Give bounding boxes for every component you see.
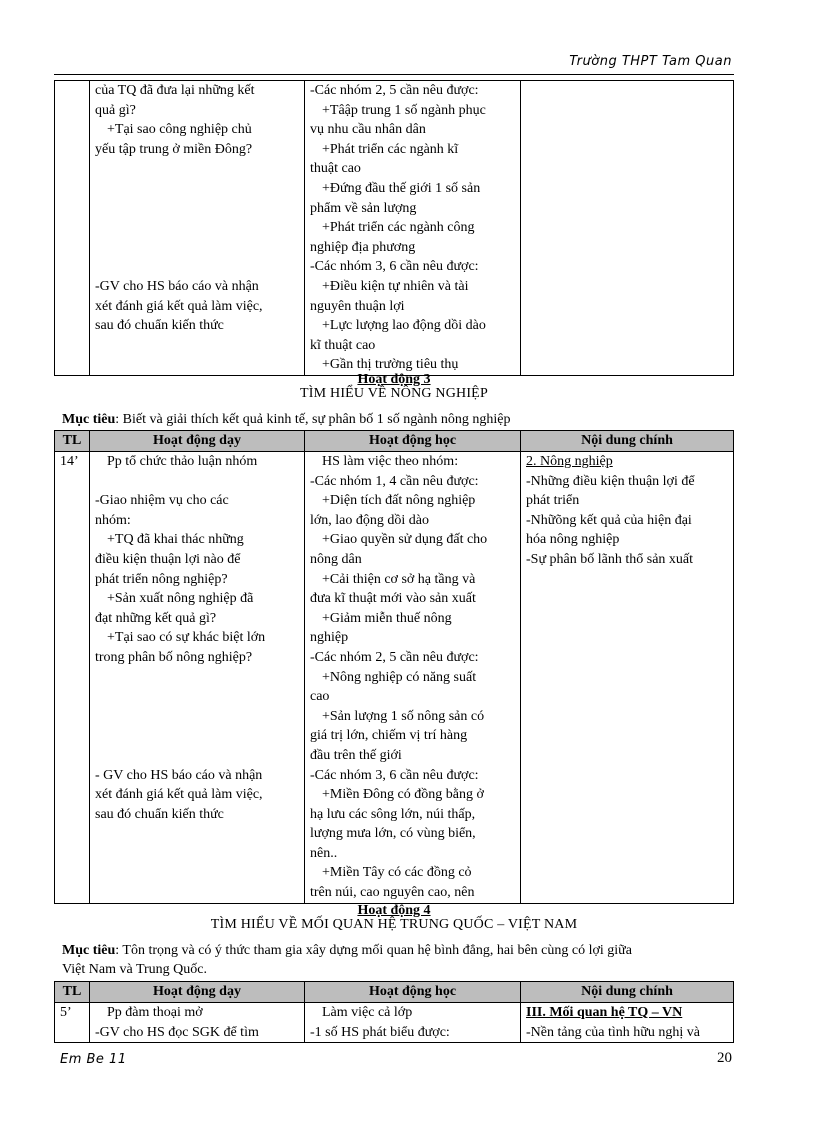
activity4-objective <box>62 941 752 979</box>
col-header-content: Nội dung chính <box>521 982 734 1003</box>
teacher-activity-cell <box>90 81 305 376</box>
cell-text-line <box>95 159 299 179</box>
activity3-table <box>54 430 734 904</box>
cell-text-line: -Những điều kiện thuận lợi để <box>526 473 695 489</box>
main-content-cell <box>521 1003 734 1043</box>
cell-text-line: hạ lưu các sông lớn, núi thấp, <box>310 806 476 822</box>
cell-text-line: +Sản lượng 1 số nông sản có <box>322 708 485 724</box>
main-content-cell <box>521 81 734 376</box>
activity3-heading <box>54 372 734 402</box>
cell-text-line: lượng mưa lớn, có vùng biển, <box>310 826 476 842</box>
cell-text-line: +Phát triển các ngành công <box>322 220 475 236</box>
student-activity-cell <box>305 1003 521 1043</box>
col-header-content: Nội dung chính <box>521 431 734 452</box>
cell-text-line: cao <box>310 689 330 705</box>
cell-text-line: xét đánh giá kết quả làm việc, <box>95 787 263 803</box>
cell-text-line: quả gì? <box>95 102 136 118</box>
activity4-table <box>54 981 734 1043</box>
cell-text-line: +Tại sao có sự khác biệt lớn <box>107 630 266 646</box>
time-cell: 5’ <box>55 1003 90 1043</box>
activity2-table-continued <box>54 80 734 376</box>
objective-text: : Biết và giải thích kết quả kinh tế, sự phân bố 1 số ngành nông nghiệp <box>115 412 511 427</box>
cell-text-line <box>95 726 299 746</box>
col-header-time: TL <box>55 982 90 1003</box>
cell-text-line: +Cải thiện cơ sở hạ tầng và <box>322 571 476 587</box>
table-row <box>55 1003 734 1043</box>
cell-text-line: -Nền tảng của tình hữu nghị và <box>526 1024 700 1040</box>
activity4-subtitle: TÌM HIỂU VỀ MỐI QUAN HỆ TRUNG QUỐC – VIỆT NAM <box>210 917 578 932</box>
cell-text-line: -1 số HS phát biểu được: <box>310 1024 450 1040</box>
cell-text-line: nông dân <box>310 551 362 567</box>
cell-text-line: +Lực lượng lao động dồi dào <box>322 318 486 334</box>
cell-text-line: đầu trên thế giới <box>310 747 402 763</box>
teacher-activity-cell <box>90 452 305 904</box>
cell-text-line: -Các nhóm 1, 4 cần nêu được: <box>310 473 479 489</box>
cell-text-line: -Nhữõng kết quả của hiện đại <box>526 512 692 528</box>
cell-text-line: -Các nhóm 2, 5 cần nêu được: <box>310 83 479 98</box>
cell-text-line: -Sự phân bố lãnh thổ sản xuất <box>526 551 694 567</box>
cell-text-line: +Tại sao công nghiệp chủ <box>107 122 252 138</box>
cell-text-line: +Giao quyền sử dụng đất cho <box>322 532 488 548</box>
activity3-objective <box>62 410 752 429</box>
cell-text-line: -Giao nhiệm vụ cho các <box>95 493 229 509</box>
activity4-title: Hoạt động 4 <box>357 903 431 918</box>
time-cell <box>55 81 90 376</box>
cell-text-line: đạt những kết quả gì? <box>95 610 217 626</box>
objective-text-cont: Việt Nam và Trung Quốc. <box>62 962 207 977</box>
cell-text-line: vụ nhu cầu nhân dân <box>310 122 426 138</box>
cell-text-line: sau đó chuẩn kiến thức <box>95 318 224 334</box>
cell-text-line <box>95 199 299 219</box>
cell-text-line: yếu tập trung ở miền Đông? <box>95 141 253 157</box>
cell-text-line: nên.. <box>310 845 338 861</box>
cell-text-line <box>95 238 299 258</box>
cell-text-line: nghiệp địa phương <box>310 239 416 255</box>
cell-text-line: nguyên thuận lợi <box>310 298 405 314</box>
cell-text-line <box>95 687 299 707</box>
cell-text-line: hóa nông nghiệp <box>526 532 620 548</box>
cell-text-line: lớn, lao động dồi dào <box>310 512 429 528</box>
col-header-time: TL <box>55 431 90 452</box>
cell-text-line: điều kiện thuận lợi nào để <box>95 551 241 567</box>
cell-text-line: - GV cho HS báo cáo và nhận <box>95 767 263 783</box>
cell-text-line: sau đó chuẩn kiến thức <box>95 806 224 822</box>
footer-author: Em Be 11 <box>60 1052 127 1067</box>
col-header-learning: Hoạt động học <box>305 982 521 1003</box>
teacher-activity-cell <box>90 1003 305 1043</box>
page-number: 20 <box>717 1050 732 1066</box>
content-title: 2. Nông nghiệp <box>526 454 613 469</box>
cell-text-line <box>95 707 299 727</box>
table-header-row <box>55 982 734 1003</box>
cell-text-line: +TQ đã khai thác những <box>107 532 244 548</box>
student-activity-cell <box>305 81 521 376</box>
cell-text-line: trong phân bố nông nghiệp? <box>95 649 253 665</box>
cell-text-line: Làm việc cả lớp <box>322 1005 413 1020</box>
activity4-heading <box>54 903 734 933</box>
cell-text-line: -GV cho HS báo cáo và nhận <box>95 278 259 294</box>
cell-text-line: nhóm: <box>95 512 131 528</box>
school-header: Trường THPT Tam Quan <box>569 54 732 69</box>
cell-text-line: phẩm về sản lượng <box>310 200 417 216</box>
cell-text-line: -Các nhóm 3, 6 cần nêu được: <box>310 259 479 275</box>
col-header-learning: Hoạt động học <box>305 431 521 452</box>
cell-text-line: +Miền Đông có đồng bằng ở <box>322 787 484 803</box>
cell-text-line: HS làm việc theo nhóm: <box>322 454 459 469</box>
cell-text-line <box>95 472 299 492</box>
table-header-row <box>55 431 734 452</box>
cell-text-line: +Phát triển các ngành kĩ <box>322 141 459 157</box>
cell-text-line <box>95 218 299 238</box>
col-header-teaching: Hoạt động dạy <box>90 431 305 452</box>
cell-text-line: phát triển nông nghiệp? <box>95 571 228 587</box>
main-content-cell <box>521 452 734 904</box>
cell-text-line: phát triển <box>526 493 580 509</box>
cell-text-line: nghiệp <box>310 630 349 646</box>
cell-text-line: của TQ đã đưa lại những kết <box>95 83 255 98</box>
objective-label: Mục tiêu <box>62 412 116 427</box>
objective-text: : Tôn trọng và có ý thức tham gia xây dựng mối quan hệ bình đẳng, hai bên cùng có lợi giữa <box>115 943 632 958</box>
cell-text-line: +Nông nghiệp có năng suất <box>322 669 477 685</box>
cell-text-line: kĩ thuật cao <box>310 337 376 353</box>
cell-text-line: xét đánh giá kết quả làm việc, <box>95 298 263 314</box>
cell-text-line: +Sản xuất nông nghiệp đã <box>107 591 254 607</box>
cell-text-line: -Các nhóm 2, 5 cần nêu được: <box>310 649 479 665</box>
cell-text-line: +Đứng đầu thế giới 1 số sản <box>322 180 481 196</box>
header-divider <box>54 74 734 75</box>
cell-text-line: trên núi, cao nguyên cao, nên <box>310 885 475 901</box>
col-header-teaching: Hoạt động dạy <box>90 982 305 1003</box>
cell-text-line: +Diện tích đất nông nghiệp <box>322 493 476 509</box>
table-row <box>55 452 734 904</box>
activity3-title: Hoạt động 3 <box>357 372 431 387</box>
cell-text-line <box>95 746 299 766</box>
cell-text-line: thuật cao <box>310 161 361 177</box>
cell-text-line: Pp đàm thoại mở <box>107 1005 203 1020</box>
cell-text-line: +Gần thị trường tiêu thụ <box>322 357 459 373</box>
time-cell: 14’ <box>55 452 90 904</box>
activity3-subtitle: TÌM HIỂU VỀ NÔNG NGHIỆP <box>300 386 488 401</box>
cell-text-line: giá trị lớn, chiếm vị trí hàng <box>310 728 468 744</box>
cell-text-line: +Tâập trung 1 số ngành phục <box>322 102 486 118</box>
cell-text-line: -GV cho HS đọc SGK để tìm <box>95 1024 259 1040</box>
student-activity-cell <box>305 452 521 904</box>
cell-text-line: +Miền Tây có các đồng cỏ <box>322 865 472 881</box>
cell-text-line: đưa kĩ thuật mới vào sản xuất <box>310 591 476 607</box>
cell-text-line <box>95 668 299 688</box>
cell-text-line: -Các nhóm 3, 6 cần nêu được: <box>310 767 479 783</box>
footer-divider <box>54 1042 734 1043</box>
cell-text-line: +Giảm miễn thuế nông <box>322 610 452 626</box>
cell-text-line <box>95 257 299 277</box>
cell-text-line: +Điều kiện tự nhiên và tài <box>322 278 469 294</box>
cell-text-line <box>95 179 299 199</box>
content-title: III. Mối quan hệ TQ – VN <box>526 1005 683 1020</box>
objective-label: Mục tiêu <box>62 943 116 958</box>
cell-text-line: Pp tổ chức thảo luận nhóm <box>107 454 258 469</box>
